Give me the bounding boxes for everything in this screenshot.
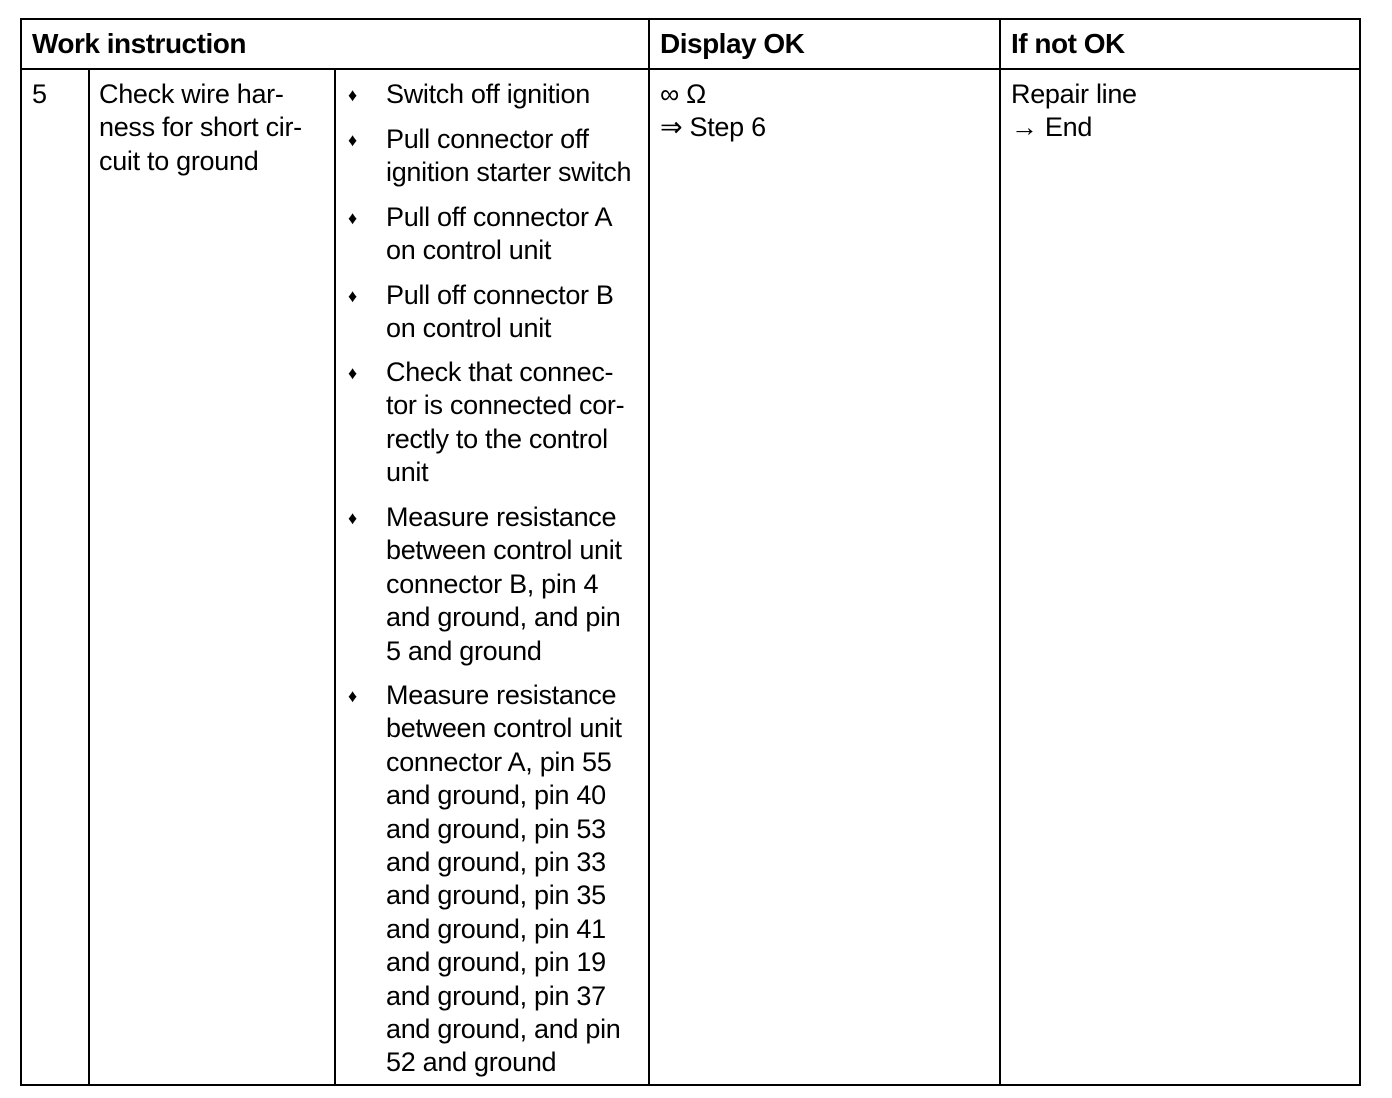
header-divider (22, 68, 1359, 70)
list-item: Switch off ignition (386, 79, 590, 109)
list-item: Pull off connector B on control unit (386, 280, 614, 344)
display-ok-value: ∞ Ω ⇒ Step 6 (660, 79, 766, 143)
list-item: Measure resistance between control unit connector A, pin 55 and ground, pin 40 and ground, pin 53 and ground, pin 33 and ground, pin 35 and ground, pin 41 and ground, pin 19 and ground, pin 37 and ground, and pin 52 and ground (386, 680, 622, 1078)
bullet-icon: ♦ (348, 363, 358, 383)
header-if-not-ok: If not OK (1011, 28, 1125, 59)
list-item: Pull off connector A on control unit (386, 202, 613, 266)
bullet-icon: ♦ (348, 130, 358, 150)
step-number: 5 (32, 79, 47, 109)
bullet-icon: ♦ (348, 508, 358, 528)
bullet-icon: ♦ (348, 208, 358, 228)
bullet-icon: ♦ (348, 686, 358, 706)
if-not-ok-value: Repair line → End (1011, 79, 1137, 143)
list-item: Check that connec- tor is connected cor- rectly to the control unit (386, 357, 625, 488)
bullet-icon: ♦ (348, 85, 358, 105)
column-divider-step (88, 70, 90, 1084)
list-item: Measure resistance between control unit connector B, pin 4 and ground, and pin 5 and ground (386, 502, 622, 666)
task-description: Check wire har- ness for short cir- cuit to ground (99, 79, 302, 176)
work-instruction-table (20, 18, 1361, 1086)
bullet-icon: ♦ (348, 286, 358, 306)
column-divider-if-not-ok (999, 20, 1001, 1084)
header-display-ok: Display OK (660, 28, 805, 59)
column-divider-task (334, 70, 336, 1084)
list-item: Pull connector off ignition starter switch (386, 124, 632, 188)
header-work-instruction: Work instruction (32, 28, 246, 59)
